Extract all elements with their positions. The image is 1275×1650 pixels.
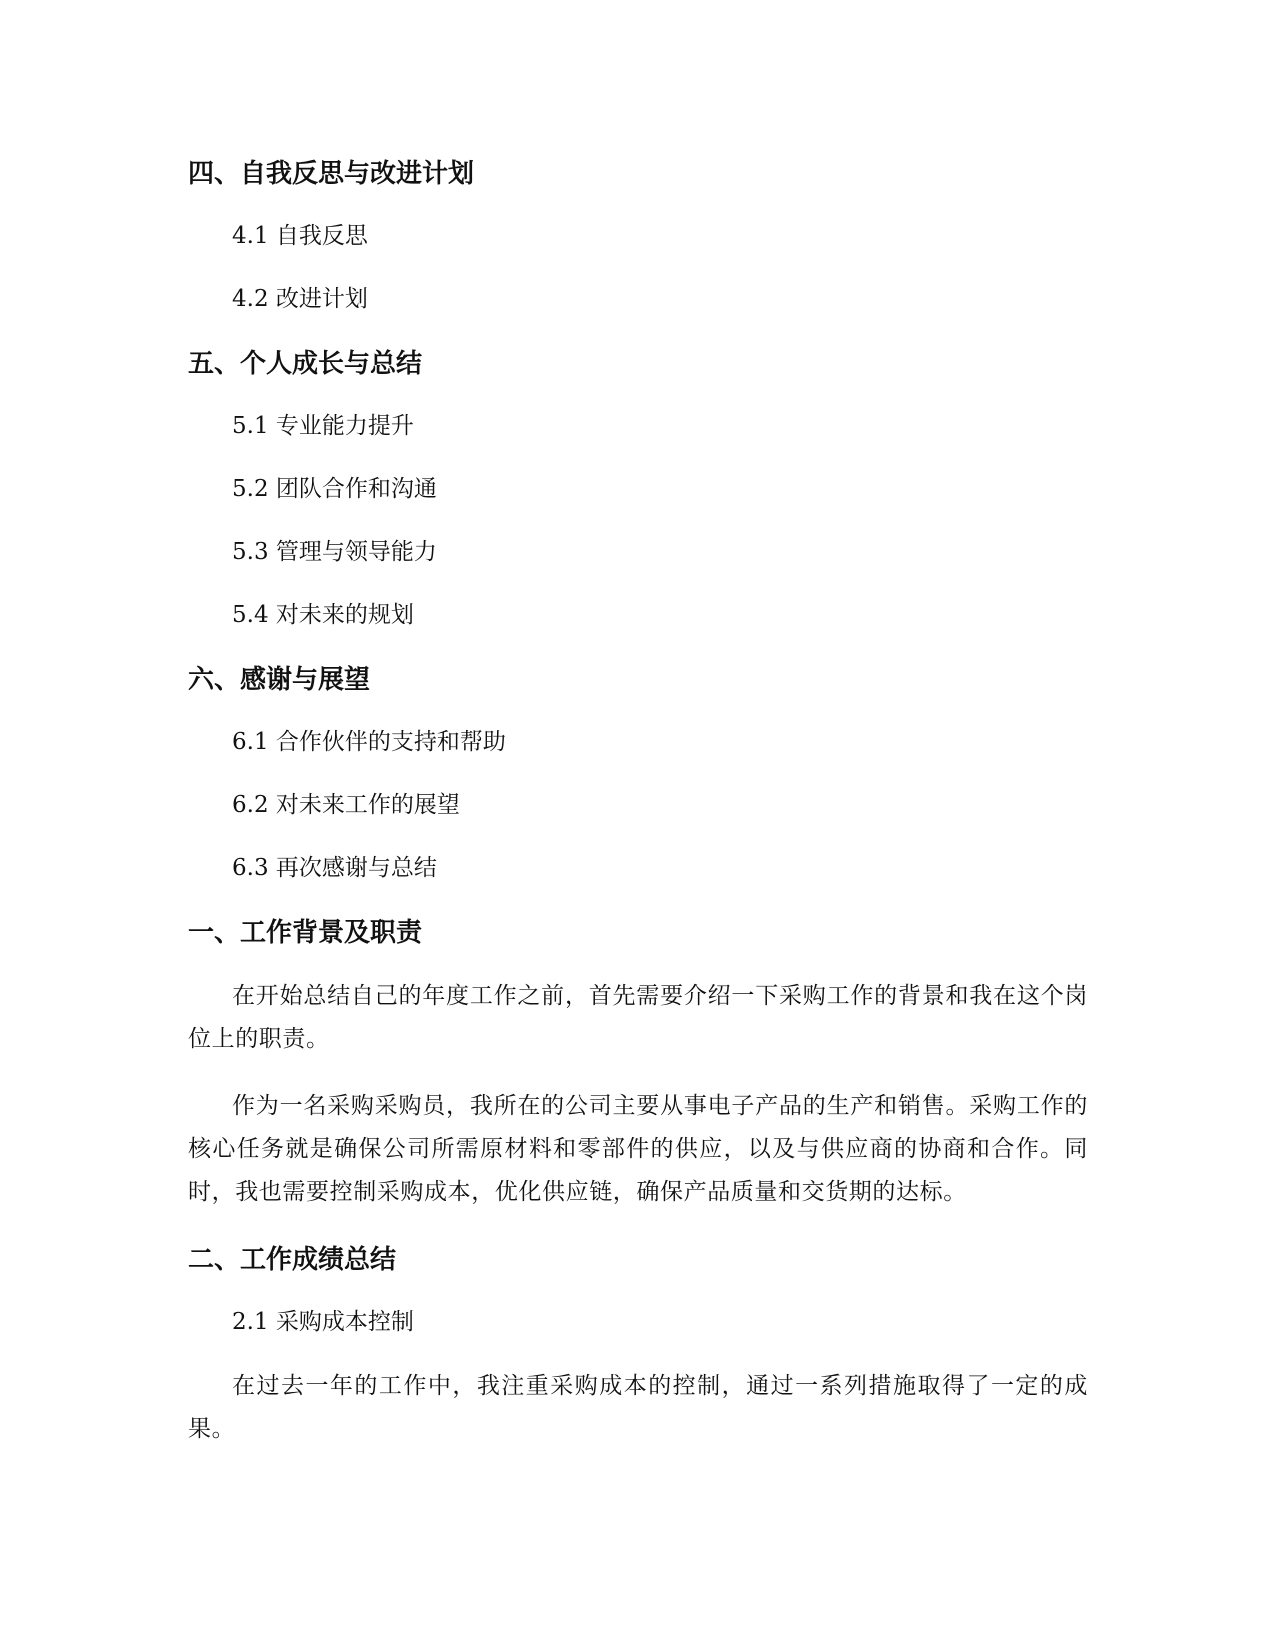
section-heading-thanks-outlook: 六、感谢与展望 [188,665,371,695]
section-heading-work-achievements: 二、工作成绩总结 [188,1245,397,1275]
paragraph-background-duties: 作为一名采购采购员，我所在的公司主要从事电子产品的生产和销售。采购工作的核心任务就是确保公司所需原材料和零部件的供应，以及与供应商的协商和合作。同时，我也需要控制采购成本，优化供应链，确保产品质量和交货期的达标。 [188,1093,1088,1205]
section-heading-self-reflection: 四、自我反思与改进计划 [188,159,475,189]
subsection-5-4: 5.4 对未来的规划 [232,602,414,628]
paragraph-background-intro: 在开始总结自己的年度工作之前，首先需要介绍一下采购工作的背景和我在这个岗位上的职责。 [188,983,1088,1052]
subsection-2-1: 2.1 采购成本控制 [232,1309,414,1335]
subsection-4-2: 4.2 改进计划 [232,286,368,312]
subsection-6-3: 6.3 再次感谢与总结 [232,855,437,881]
section-heading-work-background: 一、工作背景及职责 [188,918,423,948]
subsection-4-1: 4.1 自我反思 [232,223,368,249]
subsection-5-2: 5.2 团队合作和沟通 [232,476,437,502]
subsection-6-2: 6.2 对未来工作的展望 [232,792,460,818]
subsection-5-3: 5.3 管理与领导能力 [232,539,437,565]
section-heading-personal-growth: 五、个人成长与总结 [188,349,423,379]
document-content [188,142,1088,1465]
subsection-5-1: 5.1 专业能力提升 [232,413,414,439]
paragraph-cost-control: 在过去一年的工作中，我注重采购成本的控制，通过一系列措施取得了一定的成果。 [188,1373,1088,1442]
subsection-6-1: 6.1 合作伙伴的支持和帮助 [232,729,506,755]
